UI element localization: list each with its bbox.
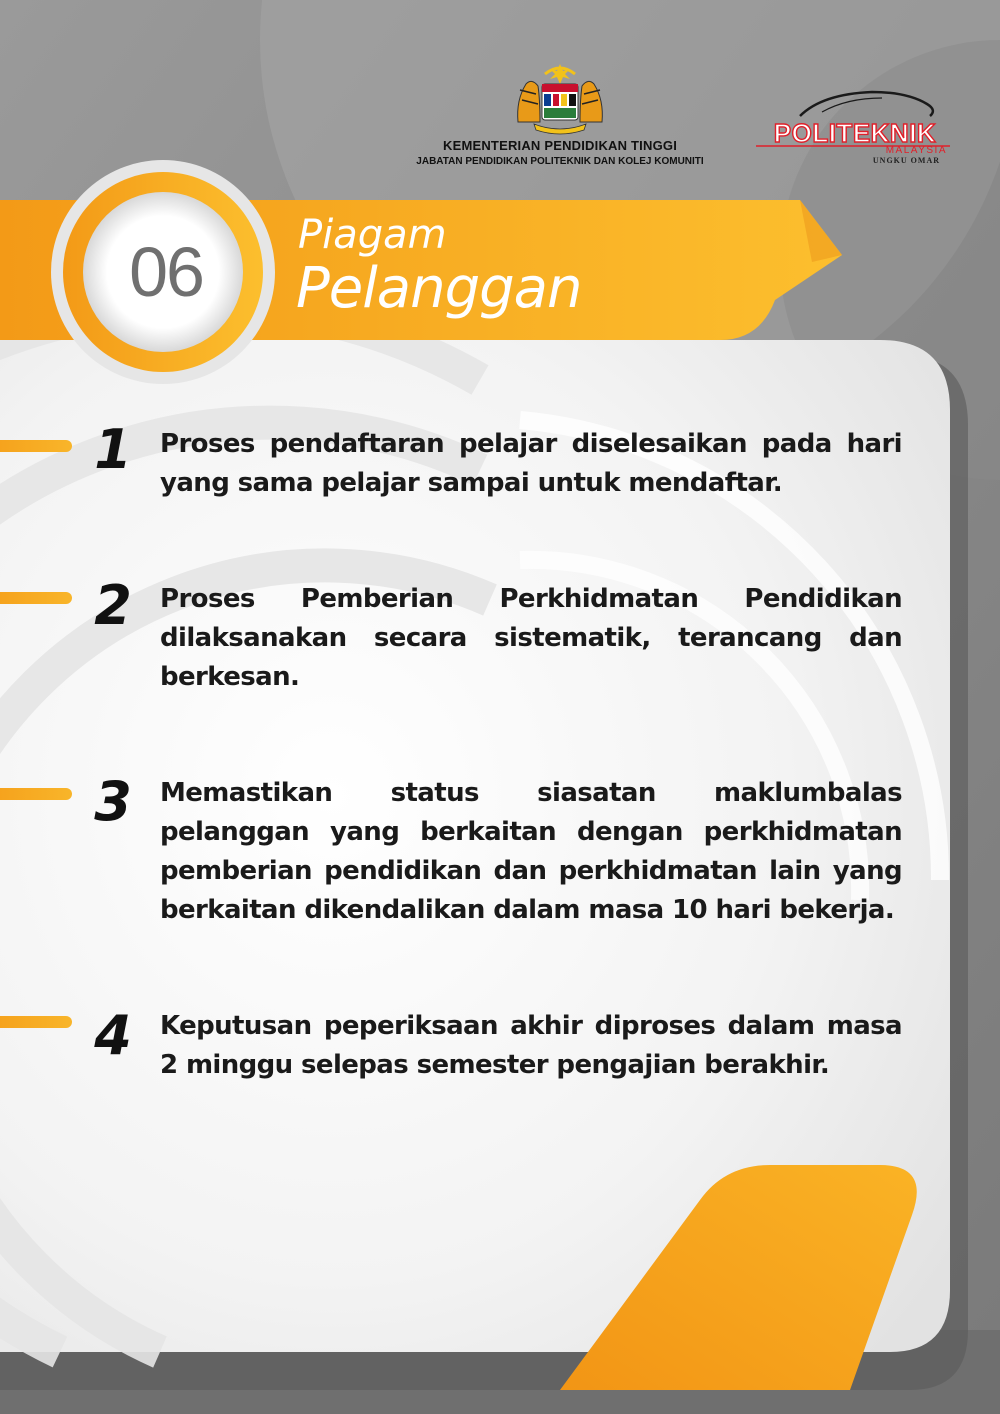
item-text: Keputusan peperiksaan akhir diproses dalam masa 2 minggu selepas semester pengajian berakhir. [160, 1011, 902, 1080]
item-bullet-bar [0, 440, 72, 452]
item-text: Proses Pemberian Perkhidmatan Pendidikan dilaksanakan secara sistematik, terancang dan berkesan. [160, 584, 902, 692]
politeknik-wordmark: POLITEKNIK [773, 118, 937, 148]
politeknik-campus: UNGKU OMAR [872, 156, 940, 165]
item-bullet-bar [0, 592, 72, 604]
item-number: 2 [94, 574, 132, 637]
item-number: 1 [94, 418, 132, 481]
ministry-name: KEMENTERIAN PENDIDIKAN TINGGI [442, 138, 678, 153]
section-number: 06 [129, 233, 203, 311]
item-number: 3 [94, 770, 132, 833]
department-name: JABATAN PENDIDIKAN POLITEKNIK DAN KOLEJ KOMUNITI [416, 156, 704, 167]
politeknik-country: MALAYSIA [885, 145, 947, 156]
item-text: Proses pendaftaran pelajar diselesaikan pada hari yang sama pelajar sampai untuk mendaftar. [160, 429, 902, 498]
item-bullet-bar [0, 788, 72, 800]
item-number: 4 [94, 1004, 132, 1067]
section-title-line2: Pelanggan [296, 256, 582, 321]
item-text: Memastikan status siasatan maklumbalas pelanggan yang berkaitan dengan perkhidmatan pemberian pendidikan dan perkhidmatan lain yang berkaitan dikendalikan dalam masa 10 hari bekerja. [160, 778, 902, 925]
malaysia-coat-of-arms-icon [510, 60, 610, 136]
item-bullet-bar [0, 1016, 72, 1028]
section-title-line1: Piagam [298, 212, 447, 258]
